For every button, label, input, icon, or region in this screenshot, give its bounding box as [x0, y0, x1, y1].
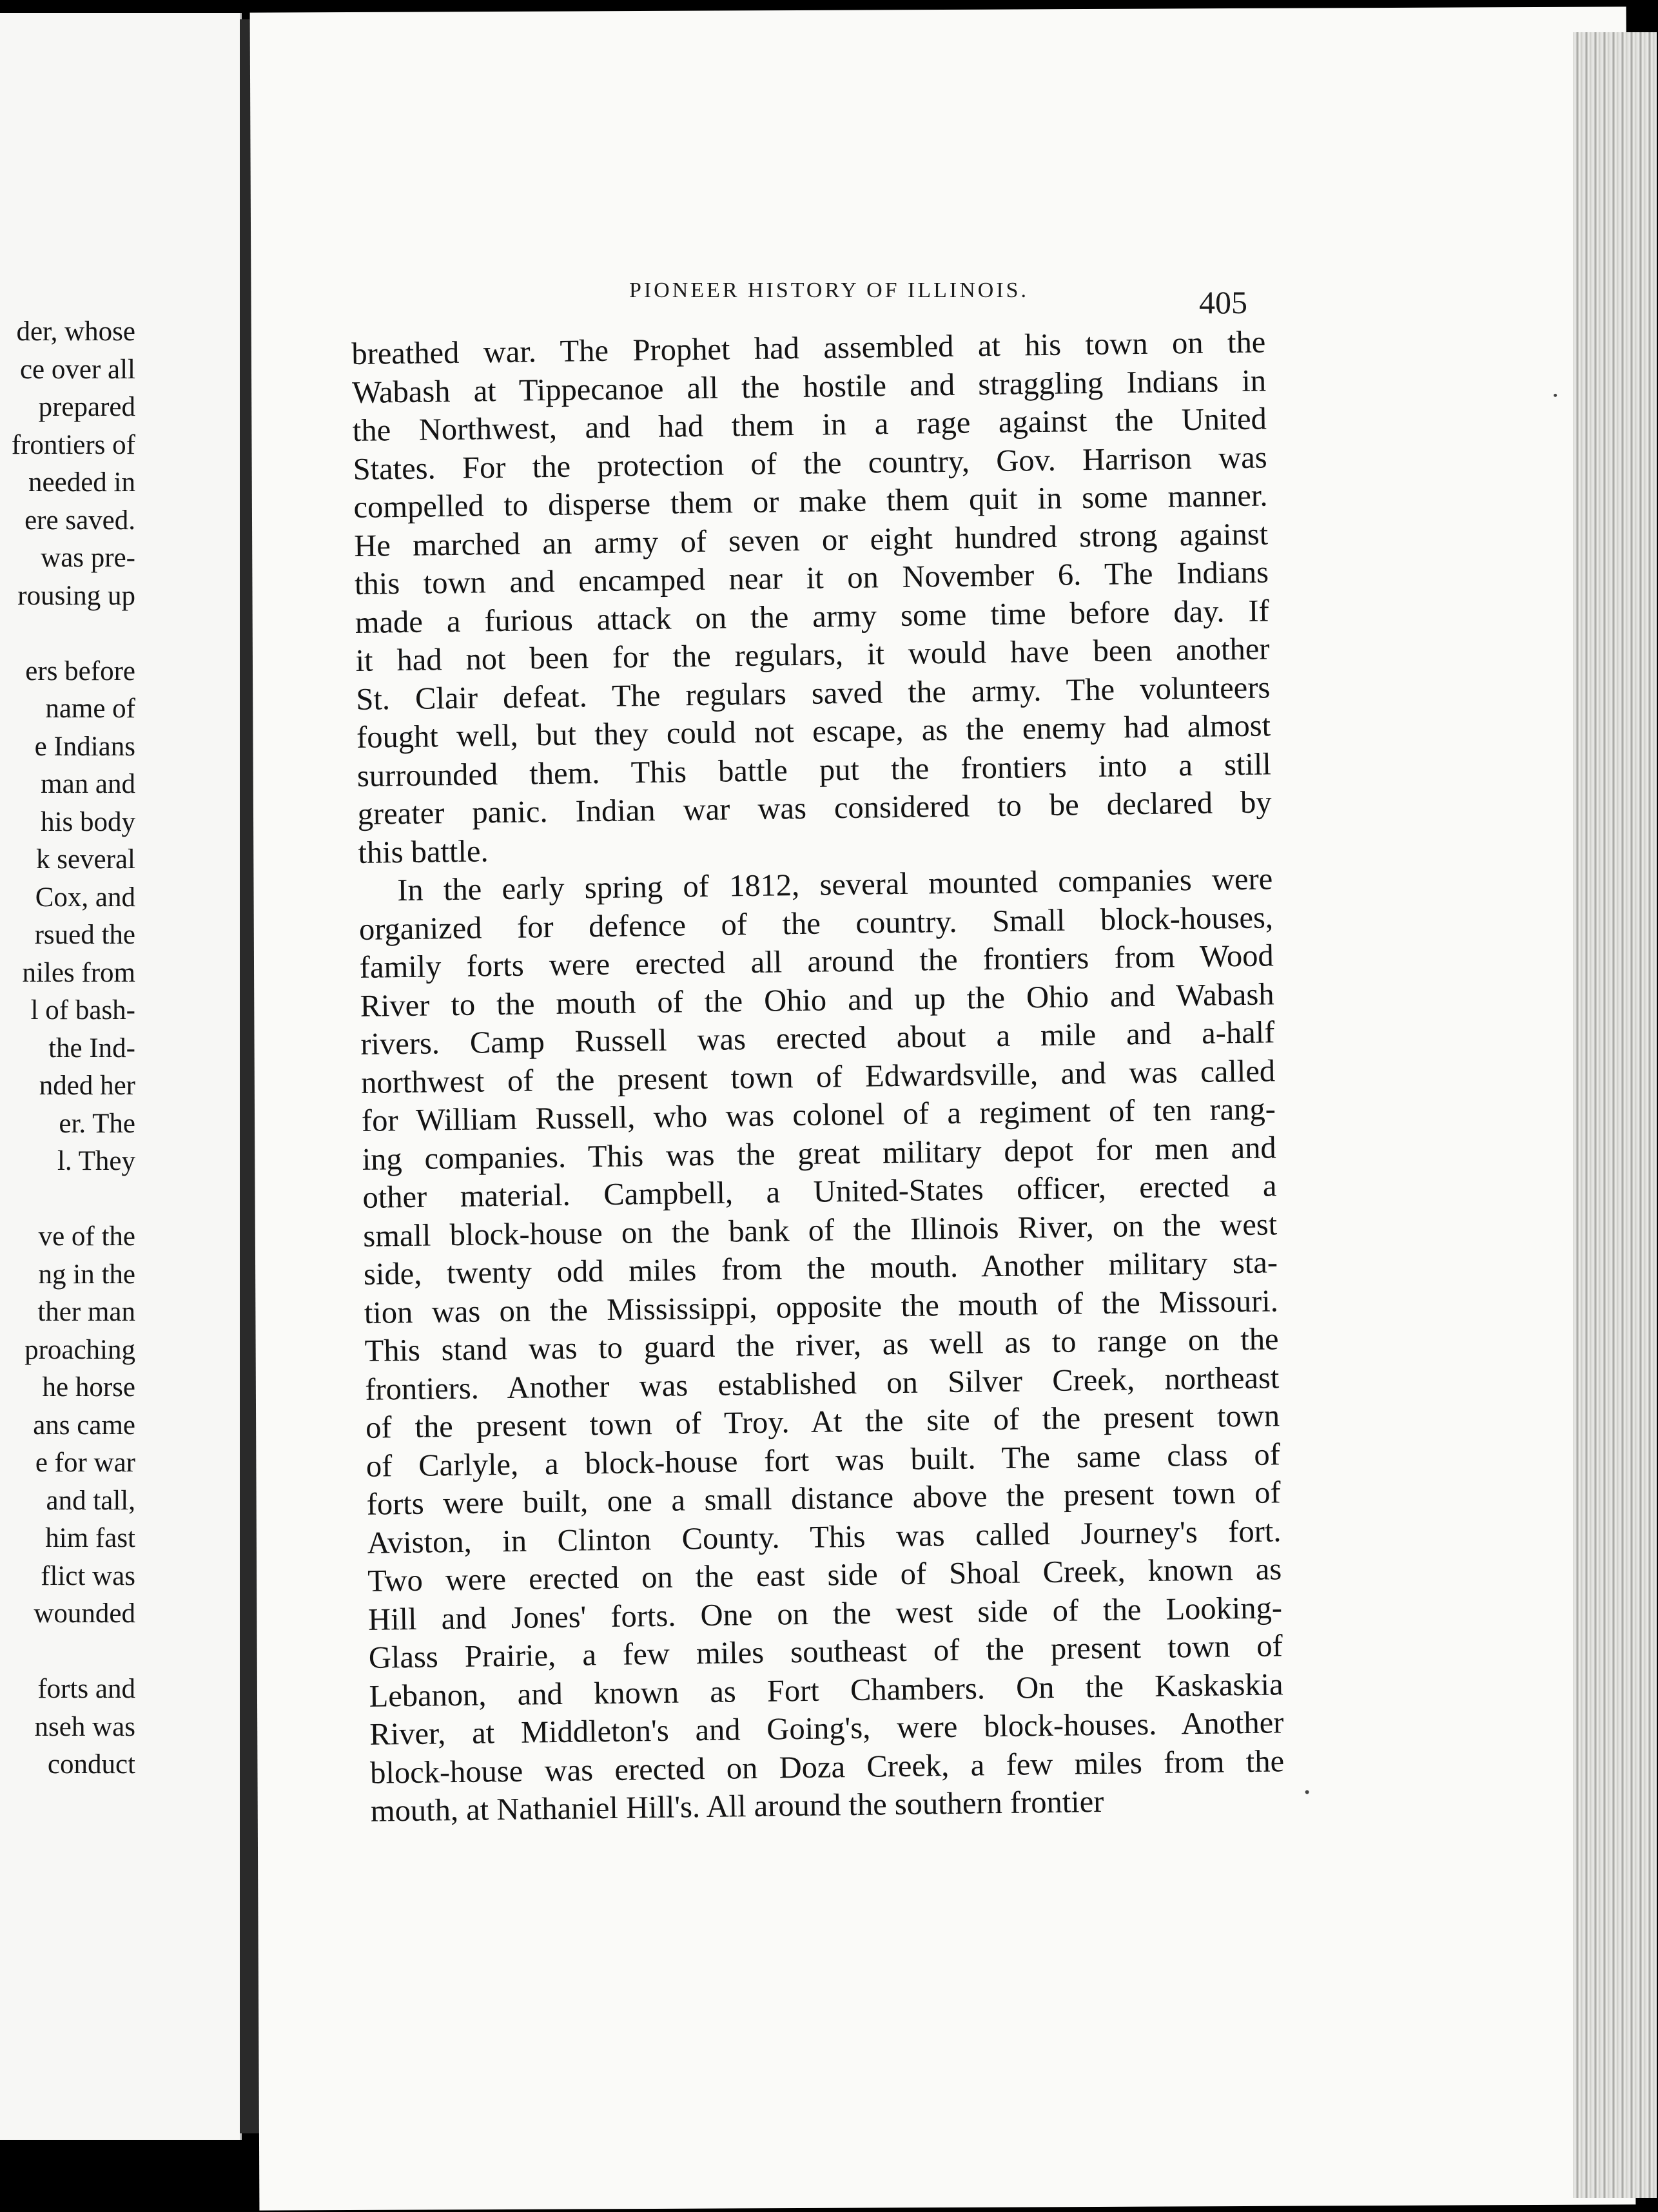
left-page-line: proaching — [24, 1334, 135, 1365]
left-page-line: man and — [41, 769, 135, 799]
text-line: Glass Prairie, a few miles southeast of the present town of — [368, 1629, 1283, 1675]
text-line: States. For the protection of the country, Gov. Harrison was — [353, 440, 1267, 487]
left-page-line: needed in — [28, 467, 135, 498]
left-page-line: conduct — [47, 1749, 135, 1780]
left-page-line: e Indians — [34, 731, 135, 762]
text-line: greater panic. Indian war was considered to be declared by — [357, 785, 1272, 831]
left-page-line: prepared — [38, 392, 135, 422]
text-line: it had not been for the regulars, it would have been another — [355, 632, 1270, 678]
left-page-line: ve of the — [38, 1221, 135, 1252]
text-line: breathed war. The Prophet had assembled at his town on the — [351, 325, 1266, 371]
left-page-line: nseh was — [34, 1711, 135, 1742]
text-line: rivers. Camp Russell was erected about a mile and a-half — [360, 1015, 1275, 1062]
text-line: Wabash at Tippecanoe all the hostile and straggling Indians in — [351, 363, 1267, 410]
left-page-line: ther man — [37, 1297, 135, 1327]
paragraph — [351, 323, 1273, 871]
text-line: mouth, at Nathaniel Hill's. All around the southern frontier — [370, 1784, 1104, 1829]
text-line: made a furious attack on the army some time before day. If — [355, 593, 1270, 640]
text-line: family forts were erected all around the frontiers from Wood — [359, 938, 1274, 985]
left-page-line: his body — [41, 806, 135, 837]
text-line: side, twenty odd miles from the mouth. Another military sta- — [363, 1245, 1278, 1292]
page-edge-stack — [1573, 32, 1657, 2198]
left-page-line: e for war — [35, 1448, 135, 1478]
text-line: this battle. — [358, 833, 489, 870]
text-line: surrounded them. This battle put the frontiers into a still — [356, 746, 1272, 793]
left-page-line: der, whose — [16, 316, 135, 347]
running-head: PIONEER HISTORY OF ILLINOIS. — [629, 278, 1029, 302]
left-page-line: the Ind- — [48, 1033, 135, 1063]
text-line: In the early spring of 1812, several mounted companies were — [396, 862, 1273, 908]
text-line: Aviston, in Clinton County. This was called Journey's fort. — [367, 1513, 1282, 1560]
paper-speck — [1305, 1790, 1309, 1794]
text-line: River to the mouth of the Ohio and up the Ohio and Wabash — [360, 976, 1274, 1024]
text-line: compelled to disperse them or make them quit in some manner. — [353, 478, 1268, 525]
left-page-line: ere saved. — [24, 505, 135, 536]
left-page-line: rousing up — [17, 580, 135, 611]
text-line: northwest of the present town of Edwardsville, and was called — [360, 1053, 1276, 1100]
left-page-line: and tall, — [46, 1485, 135, 1516]
paper-speck — [1554, 394, 1557, 397]
left-page-line: er. The — [59, 1108, 135, 1139]
page-number: 405 — [1199, 284, 1247, 320]
left-page-line: was pre- — [41, 543, 135, 573]
text-line: for William Russell, who was colonel of a regiment of ten rang- — [361, 1092, 1276, 1138]
text-line: this town and encamped near it on November 6. The Indians — [354, 555, 1269, 601]
left-page-line: frontiers of — [11, 429, 135, 460]
left-page-line: flict was — [41, 1560, 135, 1591]
text-line: organized for defence of the country. Small block-houses, — [358, 900, 1274, 947]
text-line: small block-house on the bank of the Illinois River, on the west — [362, 1207, 1278, 1254]
left-page-line: nded her — [39, 1071, 135, 1101]
left-page-line: ans came — [33, 1410, 135, 1441]
text-line: He marched an army of seven or eight hundred strong against — [353, 516, 1269, 563]
left-page-line: rsued the — [34, 920, 135, 950]
text-line: block-house was erected on Doza Creek, a few miles from the — [369, 1743, 1285, 1790]
text-line: Hill and Jones' forts. One on the west side of the Looking- — [367, 1590, 1283, 1637]
left-page-line: l. They — [57, 1146, 135, 1176]
text-line: St. Clair defeat. The regulars saved the army. The volunteers — [356, 670, 1271, 717]
text-line: the Northwest, and had them in a rage against the United — [352, 402, 1267, 448]
left-page-line: l of bash- — [30, 995, 135, 1025]
text-line: Two were erected on the east side of Shoal Creek, known as — [367, 1552, 1282, 1598]
text-line: This stand was to guard the river, as well as to range on the — [364, 1322, 1279, 1368]
text-line: tion was on the Mississippi, opposite the mouth of the Missouri. — [364, 1283, 1279, 1330]
left-page-line: ce over all — [19, 354, 135, 385]
left-page-line: k several — [35, 844, 135, 875]
left-page-line: niles from — [22, 957, 135, 988]
left-page-line: ng in the — [38, 1259, 135, 1290]
text-line: forts were built, one a small distance above the present town of — [366, 1475, 1281, 1522]
left-page-line: Cox, and — [35, 882, 135, 913]
text-line: of Carlyle, a block-house fort was built. The same class of — [366, 1437, 1281, 1484]
left-page — [0, 13, 242, 2140]
text-line: other material. Campbell, a United-States officer, erected a — [362, 1169, 1277, 1215]
text-line: fought well, but they could not escape, as the enemy had almost — [356, 708, 1271, 755]
paragraph — [358, 860, 1285, 1830]
text-line: River, at Middleton's and Going's, were block-houses. Another — [369, 1705, 1284, 1752]
text-line: Lebanon, and known as Fort Chambers. On the Kaskaskia — [369, 1667, 1283, 1714]
text-line: of the present town of Troy. At the site of the present town — [365, 1399, 1280, 1445]
left-page-line: him fast — [45, 1523, 135, 1553]
left-page-line: wounded — [34, 1598, 135, 1629]
text-line: ing companies. This was the great military depot for men and — [362, 1130, 1276, 1177]
left-page-line: ers before — [25, 655, 135, 686]
left-page-line: name of — [45, 694, 135, 724]
text-line: frontiers. Another was established on Silver Creek, northeast — [365, 1360, 1280, 1407]
left-page-line: forts and — [37, 1674, 135, 1704]
body-text — [351, 323, 1285, 1830]
left-page-line: he horse — [42, 1372, 135, 1402]
